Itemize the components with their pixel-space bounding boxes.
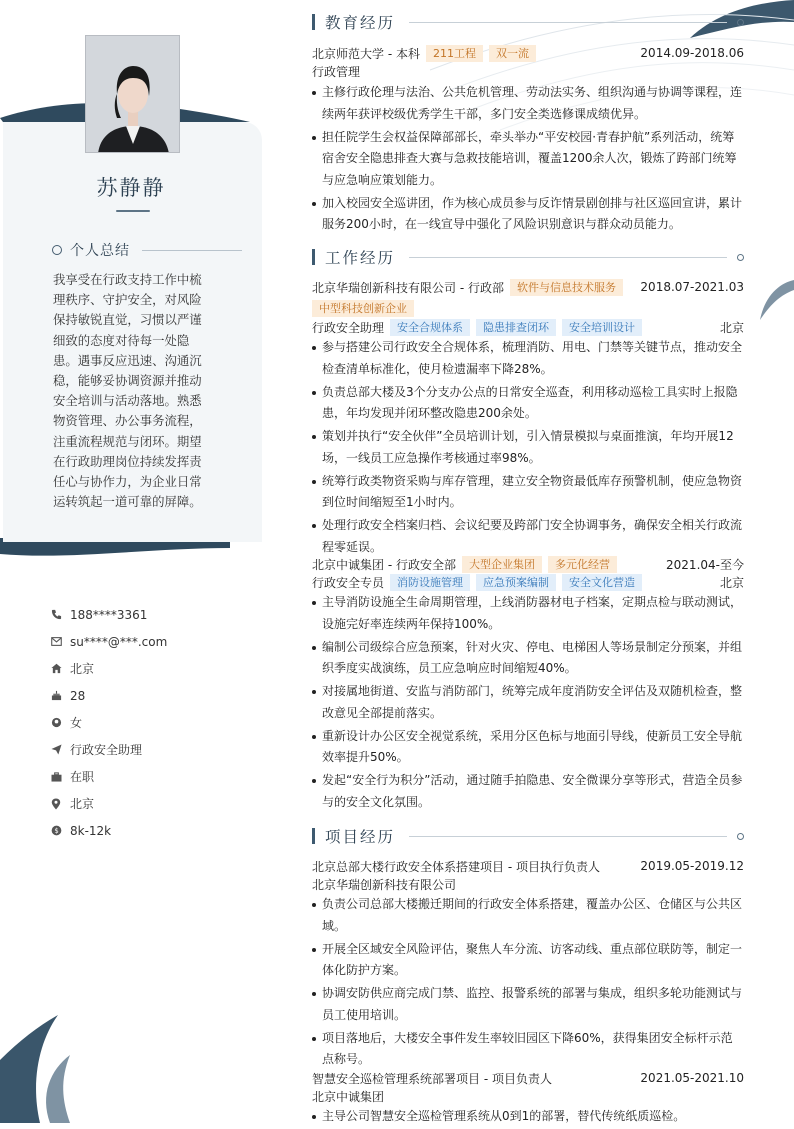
gender-icon — [50, 717, 62, 729]
svg-text:$: $ — [53, 826, 59, 835]
education-tag: 双一流 — [489, 45, 536, 62]
company-tag: 软件与信息技术服务 — [510, 279, 623, 296]
skill-tag: 应急预案编制 — [476, 574, 556, 591]
project-dates: 2021.05-2021.10 — [640, 1071, 744, 1085]
summary-section-title — [52, 240, 242, 260]
left-sidebar — [0, 0, 262, 1123]
phone-icon — [50, 609, 62, 621]
list-item: 对接属地街道、安监与消防部门，统筹完成年度消防安全评估及双随机检查，整改意见全部提前落实。 — [312, 681, 744, 724]
skill-tag: 安全合规体系 — [390, 319, 470, 336]
list-item: 发起“安全行为积分”活动，通过随手拍隐患、安全微课分享等形式，营造全员参与的安全文化氛围。 — [312, 770, 744, 813]
right-mid-swoosh — [760, 280, 794, 320]
company-name: 北京中诚集团 - 行政安全部 — [312, 557, 456, 572]
list-item: 策划并执行“安全伙伴”全员培训计划，引入情景模拟与桌面推演，年均开展12场，一线员工应急操作考核通过率98%。 — [312, 426, 744, 469]
project-entry — [312, 1069, 744, 1129]
name-divider — [116, 210, 150, 212]
job-role: 行政安全助理 — [312, 320, 385, 335]
list-item: 主导消防设施全生命周期管理，上线消防器材电子档案，定期点检与联动测试，设施完好率连续两年保持100%。 — [312, 592, 744, 635]
list-item: 担任院学生会权益保障部部长，牵头举办“平安校园·青春护航”系列活动，统筹宿舍安全隐患排查大赛与急救技能培训，覆盖1200余人次，锻炼了跨部门统筹与应急响应策划能力。 — [312, 127, 744, 192]
education-major: 行政管理 — [312, 64, 361, 79]
skill-tag: 消防设施管理 — [390, 574, 470, 591]
project-org: 北京华瑞创新科技有限公司 — [312, 877, 457, 892]
job-role: 行政安全专员 — [312, 575, 385, 590]
list-item: 负责总部大楼及3个分支办公点的日常安全巡查，利用移动巡检工具实时上报隐患，年均发现并闭环整改隐患200余处。 — [312, 382, 744, 425]
project-org: 北京中诚集团 — [312, 1089, 385, 1104]
list-item: 统筹行政类物资采购与库存管理，建立安全物资最低库存预警机制，使应急物资到位时间缩短至1小时内。 — [312, 471, 744, 514]
job-city: 北京 — [719, 320, 744, 335]
contact-gender: 女 — [50, 709, 250, 736]
list-item: 参与搭建公司行政安全合规体系，梳理消防、用电、门禁等关键节点，推动安全检查清单标准化，使月检遗漏率下降28%。 — [312, 337, 744, 380]
project-dates: 2019.05-2019.12 — [640, 859, 744, 873]
project-name: 北京总部大楼行政安全体系搭建项目 - 项目执行负责人 — [312, 859, 600, 874]
list-item: 重新设计办公区安全视觉系统，采用分区色标与地面引导线，使新员工安全导航效率提升50%。 — [312, 726, 744, 769]
summary-text: 我享受在行政支持工作中梳理秩序、守护安全，对风险保持敏锐直觉，习惯以严谨细致的态度对待每一处隐患。遇事反应迅速、沟通沉稳，能够妥协调资源并推动安全培训与活动落地。熟悉物资管理、办公事务流程，注重流程规范与闭环。期望在行政助理岗位持续发挥责任心与协作力，为企业日常运转筑起一道可靠的屏障。 — [53, 272, 202, 510]
candidate-name: 苏静静 — [96, 176, 166, 200]
list-item: 处理行政安全档案归档、会议纪要及跨部门安全协调事务，确保安全相关行政流程零延误。 — [312, 515, 744, 558]
list-item: 主导公司智慧安全巡检管理系统从0到1的部署，替代传统纸质巡检。 — [312, 1106, 744, 1128]
job-dates: 2021.04-至今 — [666, 557, 744, 572]
education-section-title: 教育经历 — [312, 11, 744, 33]
project-name: 智慧安全巡检管理系统部署项目 - 项目负责人 — [312, 1071, 552, 1086]
contact-phone: 188****3361 — [50, 601, 250, 628]
company-tag: 大型企业集团 — [462, 556, 542, 573]
skill-tag: 安全培训设计 — [562, 319, 642, 336]
contact-status: 在职 — [50, 763, 250, 790]
contact-email: su****@***.com — [50, 628, 250, 655]
company-tag: 中型科技创新企业 — [312, 300, 414, 317]
summary-title: 个人总结 — [70, 243, 130, 259]
contact-target-city: 北京 — [50, 790, 250, 817]
work-section-title: 工作经历 — [312, 246, 744, 268]
list-item: 项目落地后，大楼安全事件发生率较旧园区下降60%，获得集团安全标杆示范点称号。 — [312, 1028, 744, 1071]
contact-position: 行政安全助理 — [50, 736, 250, 763]
company-name: 北京华瑞创新科技有限公司 - 行政部 — [312, 280, 504, 295]
circle-icon — [737, 833, 744, 840]
location-pin-icon — [50, 798, 62, 810]
circle-icon — [52, 245, 62, 255]
company-tag: 多元化经营 — [548, 556, 617, 573]
project-entry — [312, 857, 744, 1072]
list-item: 主修行政伦理与法治、公共危机管理、劳动法实务、组织沟通与协调等课程，连续两年获评校级优秀学生干部，多门安全类选修课成绩优异。 — [312, 82, 744, 125]
projects-section-title: 项目经历 — [312, 825, 744, 847]
contact-home: 北京 — [50, 655, 250, 682]
contact-list — [50, 601, 250, 844]
list-item: 编制公司级综合应急预案，针对火灾、停电、电梯困人等场景制定分预案，并组织季度实战演练，员工应急响应时间缩短40%。 — [312, 637, 744, 680]
circle-icon — [737, 19, 744, 26]
list-item: 负责公司总部大楼搬迁期间的行政安全体系搭建，覆盖办公区、仓储区与公共区域。 — [312, 894, 744, 937]
work-entry — [312, 278, 744, 560]
summary-title-rule — [142, 250, 242, 251]
avatar — [86, 36, 180, 153]
list-item: 加入校园安全巡讲团，作为核心成员参与反诈情景剧创排与社区巡回宣讲，累计服务200小时，在一线宣导中强化了风险识别意识与群众动员能力。 — [312, 193, 744, 236]
job-dates: 2018.07-2021.03 — [640, 280, 744, 294]
salary-icon — [50, 825, 62, 837]
work-entry — [312, 555, 744, 815]
send-icon — [50, 744, 62, 756]
education-dates: 2014.09-2018.06 — [640, 46, 744, 60]
education-entry — [312, 44, 744, 237]
mail-icon — [50, 636, 62, 648]
school-name: 北京师范大学 - 本科 — [312, 46, 420, 61]
profile-photo — [85, 35, 180, 153]
circle-icon — [737, 254, 744, 261]
job-city: 北京 — [719, 575, 744, 590]
contact-age: 28 — [50, 682, 250, 709]
education-tag: 211工程 — [426, 45, 483, 62]
skill-tag: 隐患排查闭环 — [476, 319, 556, 336]
cake-icon — [50, 690, 62, 702]
skill-tag: 安全文化营造 — [562, 574, 642, 591]
home-icon — [50, 663, 62, 675]
list-item: 协调安防供应商完成门禁、监控、报警系统的部署与集成，组织多轮功能测试与员工使用培训。 — [312, 983, 744, 1026]
contact-salary: $ 8k-12k — [50, 817, 250, 844]
briefcase-icon — [50, 771, 62, 783]
list-item: 开展全区域安全风险评估，聚焦人车分流、访客动线、重点部位联防等，制定一体化防护方案。 — [312, 939, 744, 982]
